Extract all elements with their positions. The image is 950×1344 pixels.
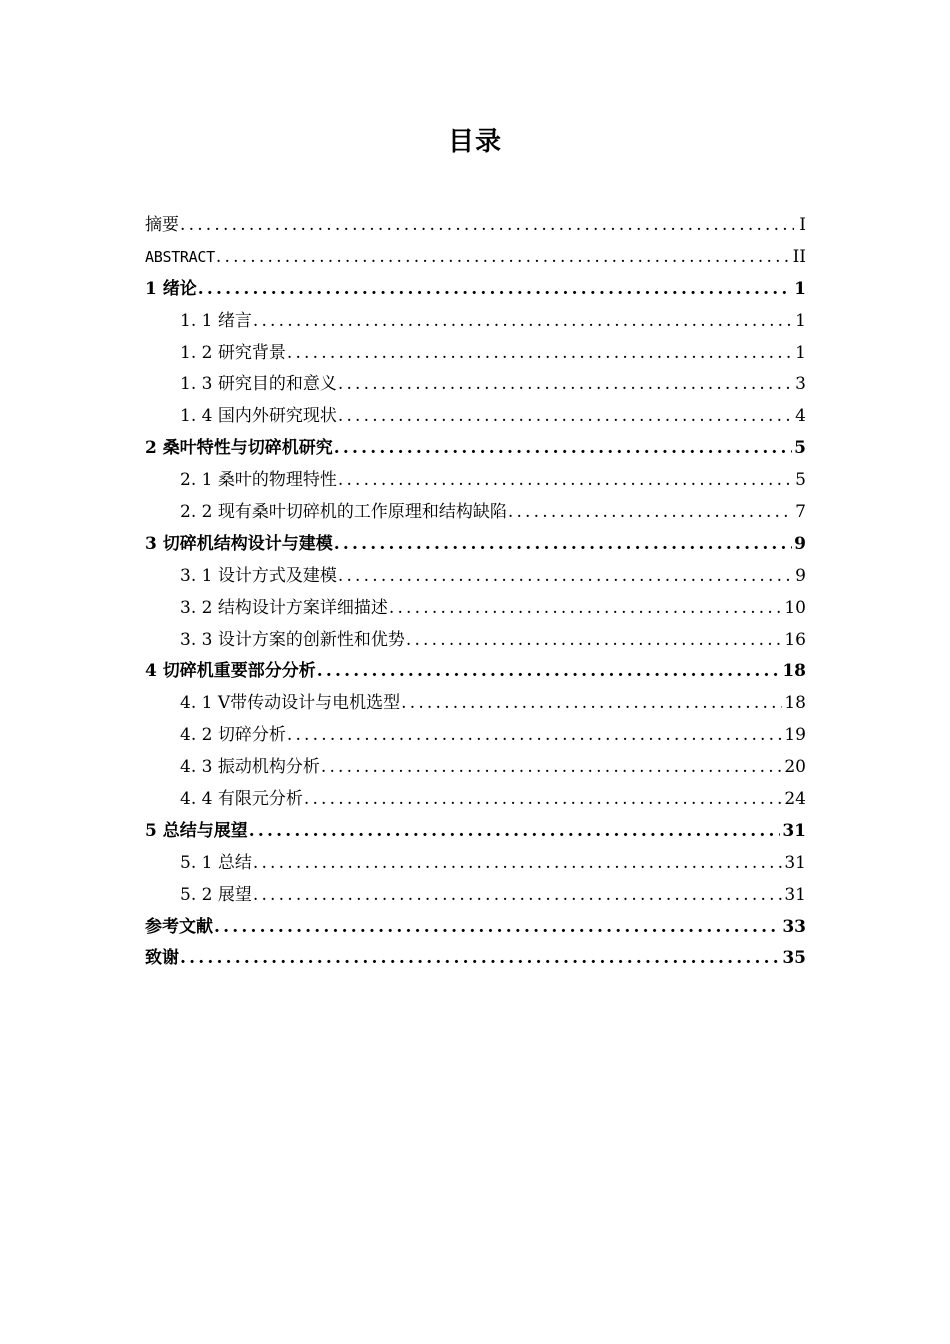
toc-entry[interactable] [145,625,806,657]
toc-page-number: 1 [795,342,806,363]
toc-dot-leader [287,720,783,752]
toc-dot-leader [249,816,781,848]
toc-entry-title: ABSTRACT [145,247,215,266]
toc-entry[interactable] [145,880,806,912]
toc-entry-title: 4 切碎机重要部分分析 [145,661,316,682]
toc-page-number: 5 [795,470,806,491]
toc-entry-title: 1. 1 绪言 [180,310,252,331]
toc-page-number: 19 [784,725,806,746]
toc-entry-title: 5. 1 总结 [180,852,252,873]
toc-page-number: 18 [784,693,806,714]
toc-dot-leader [321,752,783,784]
toc-page-number: II [792,246,806,267]
toc-entry[interactable] [145,433,806,465]
toc-entry-title: 1 绪论 [145,278,197,299]
toc-entry-title: 4. 3 振动机构分析 [180,757,320,778]
toc-entry-title: 5 总结与展望 [145,820,248,841]
toc-page-number: 1 [794,278,806,299]
toc-entry[interactable] [145,593,806,625]
toc-dot-leader [287,338,793,370]
toc-entry[interactable] [145,274,806,306]
toc-entry-title: 2. 1 桑叶的物理特性 [180,470,337,491]
toc-page-number: 31 [784,884,806,905]
toc-entry[interactable] [145,242,806,274]
toc-entry-title: 参考文献 [145,916,213,937]
toc-entry[interactable] [145,338,806,370]
toc-entry[interactable] [145,529,806,561]
toc-entry[interactable] [145,306,806,338]
toc-dot-leader [304,784,783,816]
toc-dot-leader [389,593,783,625]
toc-entry-title: 4. 2 切碎分析 [180,725,286,746]
toc-dot-leader [334,529,792,561]
toc-dot-leader [508,497,793,529]
toc-page-number: 24 [784,789,806,810]
toc-entry[interactable] [145,720,806,752]
toc-dot-leader [253,848,783,880]
toc-entry[interactable] [145,401,806,433]
toc-dot-leader [338,561,793,593]
toc-dot-leader [338,401,793,433]
toc-page-number: 20 [784,757,806,778]
toc-dot-leader [180,210,794,242]
toc-entry-title: 2 桑叶特性与切碎机研究 [145,438,333,459]
toc-entry[interactable] [145,497,806,529]
toc-dot-leader [338,465,793,497]
toc-entry-title: 3. 3 设计方案的创新性和优势 [180,629,405,650]
toc-dot-leader [317,656,781,688]
toc-entry[interactable] [145,816,806,848]
toc-page-number: 9 [794,533,806,554]
toc-entry-title: 5. 2 展望 [180,884,252,905]
toc-entry[interactable] [145,688,806,720]
toc-page-number: 1 [795,310,806,331]
table-of-contents [145,210,806,975]
toc-entry-title: 致谢 [145,948,179,969]
toc-page-number: 35 [782,948,806,969]
toc-dot-leader [216,242,791,274]
toc-page-number: 3 [795,374,806,395]
toc-page-number: 33 [782,916,806,937]
toc-dot-leader [253,880,783,912]
page-title: 目录 [447,127,502,157]
toc-entry[interactable] [145,210,806,242]
toc-page-number: 10 [784,597,806,618]
toc-entry-title: 3. 2 结构设计方案详细描述 [180,597,388,618]
toc-entry[interactable] [145,561,806,593]
toc-dot-leader [198,274,792,306]
toc-entry-title: 1. 2 研究背景 [180,342,286,363]
toc-page-number: 31 [782,820,806,841]
toc-page-number: 7 [795,502,806,523]
toc-entry[interactable] [145,943,806,975]
toc-entry[interactable] [145,912,806,944]
toc-dot-leader [180,943,780,975]
toc-dot-leader [401,688,782,720]
toc-entry[interactable] [145,784,806,816]
toc-entry-title: 1. 4 国内外研究现状 [180,406,337,427]
toc-entry[interactable] [145,465,806,497]
toc-dot-leader [253,306,793,338]
toc-entry[interactable] [145,848,806,880]
toc-page-number: 4 [795,406,806,427]
toc-page-number: 5 [794,438,806,459]
toc-entry-title: 2. 2 现有桑叶切碎机的工作原理和结构缺陷 [180,502,507,523]
toc-page-number: 9 [795,565,806,586]
toc-entry-title: 3. 1 设计方式及建模 [180,565,337,586]
toc-page-number: I [799,215,806,235]
toc-dot-leader [334,433,792,465]
toc-page-number: 18 [782,661,806,682]
toc-entry-title: 3 切碎机结构设计与建模 [145,533,333,554]
toc-entry-title: 1. 3 研究目的和意义 [180,374,337,395]
toc-entry-title: 摘要 [145,215,179,235]
toc-page-number: 31 [784,852,806,873]
toc-entry[interactable] [145,656,806,688]
toc-dot-leader [338,369,793,401]
toc-dot-leader [214,912,780,944]
toc-entry-title: 4. 1 V带传动设计与电机选型 [180,693,401,714]
toc-entry-title: 4. 4 有限元分析 [180,789,303,810]
toc-entry[interactable] [145,752,806,784]
toc-page-number: 16 [784,629,806,650]
toc-entry[interactable] [145,369,806,401]
toc-dot-leader [406,625,783,657]
